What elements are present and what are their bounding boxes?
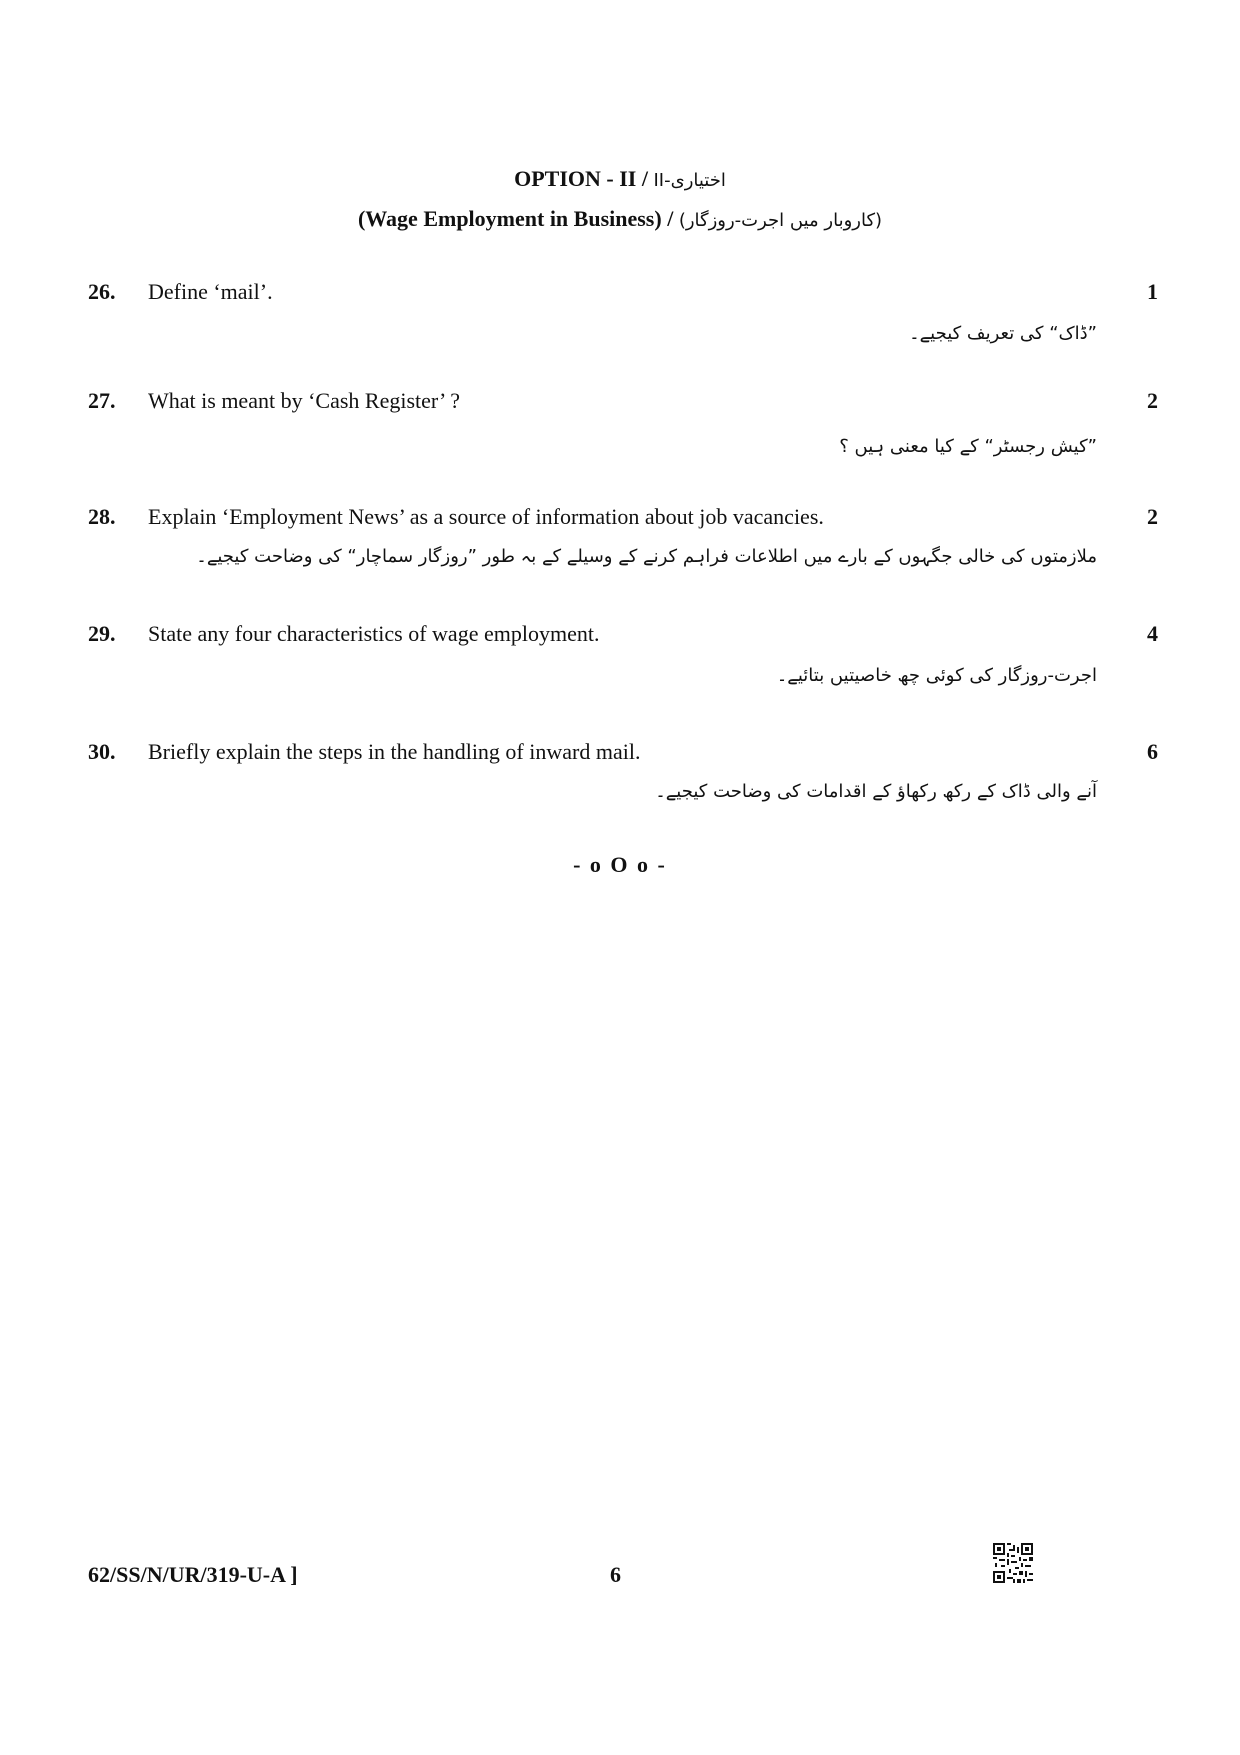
question-urdu-text: اجرت-روزگار کی کوئی چھ خاصیتیں بتائیے۔ — [776, 665, 1097, 686]
question-30 — [0, 739, 1240, 829]
question-number: 29. — [88, 621, 116, 646]
option-separator: / — [636, 166, 654, 191]
subtitle-urdu: (کاروبار میں اجرت-روزگار) — [678, 210, 883, 231]
option-label: OPTION - II — [514, 166, 637, 191]
subtitle-english: (Wage Employment in Business) — [357, 206, 662, 231]
question-marks: 6 — [1147, 739, 1158, 764]
question-text: Briefly explain the steps in the handling of inward mail. — [148, 739, 641, 764]
question-number: 26. — [88, 279, 116, 304]
question-text: State any four characteristics of wage employment. — [148, 621, 600, 646]
question-marks: 4 — [1147, 621, 1158, 646]
question-marks: 2 — [1147, 504, 1158, 529]
paper-code: 62/SS/N/UR/319-U-A ] — [88, 1562, 298, 1587]
question-text: Define ‘mail’. — [148, 279, 273, 304]
question-number: 30. — [88, 739, 116, 764]
page-number: 6 — [610, 1562, 621, 1587]
question-text: Explain ‘Employment News’ as a source of information about job vacancies. — [148, 504, 824, 529]
question-27 — [0, 388, 1240, 478]
subtitle-separator: / — [661, 206, 679, 231]
question-29 — [0, 621, 1240, 711]
question-urdu-text: ملازمتوں کی خالی جگہوں کے بارے میں اطلاعات فراہم کرنے کے وسیلے کے بہ طور ”روزگار سماچار“ کی وضاحت کیجیے۔ — [196, 546, 1097, 567]
question-urdu-text: ”کیش رجسٹر“ کے کیا معنی ہیں ؟ — [839, 436, 1097, 457]
question-marks: 2 — [1147, 388, 1158, 413]
section-subtitle — [0, 206, 1240, 232]
question-urdu-text: آنے والی ڈاک کے رکھ رکھاؤ کے اقدامات کی وضاحت کیجیے۔ — [655, 781, 1097, 802]
question-number: 28. — [88, 504, 116, 529]
question-26 — [0, 279, 1240, 369]
qr-code-icon — [993, 1543, 1033, 1583]
end-of-paper-mark: - o O o - — [573, 852, 667, 877]
option-heading — [0, 166, 1240, 192]
question-28 — [0, 504, 1240, 594]
option-urdu: اختیاری-II — [653, 170, 726, 191]
question-urdu-text: ”ڈاک“ کی تعریف کیجیے۔ — [909, 323, 1097, 344]
question-text: What is meant by ‘Cash Register’ ? — [148, 388, 460, 413]
question-number: 27. — [88, 388, 116, 413]
question-marks: 1 — [1147, 279, 1158, 304]
